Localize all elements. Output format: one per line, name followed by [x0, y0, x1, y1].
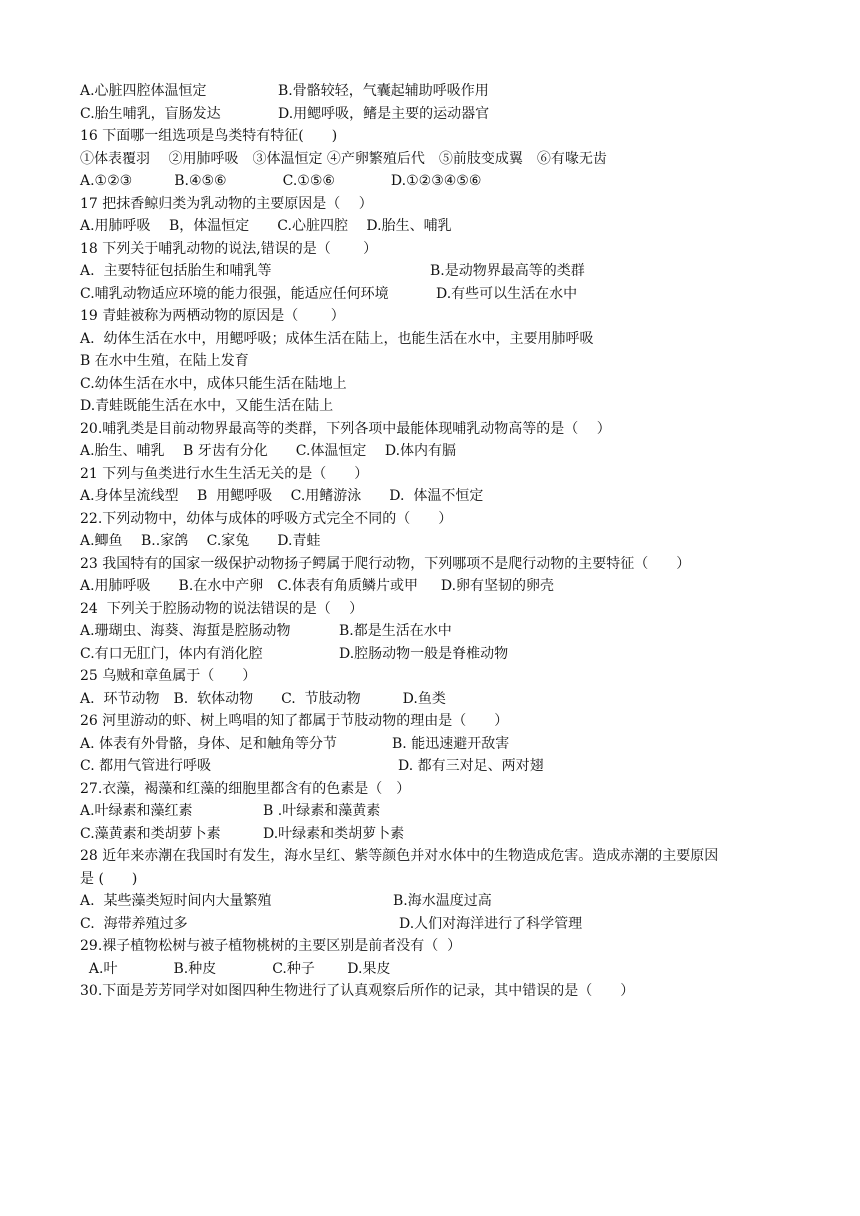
- question-line: 24 下列关于腔肠动物的说法错误的是（ ）: [80, 600, 364, 617]
- question-line: A.身体呈流线型 B 用鳃呼吸 C.用鳍游泳 D. 体温不恒定: [80, 488, 484, 504]
- question-line: 16 下面哪一组选项是鸟类特有特征( ): [80, 128, 338, 144]
- option-left: C. 都用气管进行呼吸: [80, 758, 212, 774]
- option-left: C.胎生哺乳，盲肠发达: [80, 105, 221, 122]
- option-right: B.海水温度过高: [393, 893, 492, 909]
- question-line: 26 河里游动的虾、树上鸣唱的知了都属于节肢动物的理由是（ ）: [80, 713, 509, 729]
- option-right: D.腔肠动物一般是脊椎动物: [339, 645, 509, 662]
- option-left: C.哺乳动物适应环境的能力很强，能适应任何环境: [80, 285, 389, 302]
- option-row: [80, 890, 800, 913]
- option-left: C. 海带养殖过多: [80, 915, 188, 932]
- question-line: 21 下列与鱼类进行水生生活无关的是（ ）: [80, 465, 369, 482]
- question-line: D.青蛙既能生活在水中，又能生活在陆上: [80, 398, 334, 414]
- question-line: 22.下列动物中，幼体与成体的呼吸方式完全不同的（ ）: [80, 510, 453, 527]
- option-row: [80, 733, 800, 756]
- option-right: B .叶绿素和藻黄素: [263, 803, 381, 819]
- option-row: [80, 80, 800, 103]
- option-row: [80, 260, 800, 283]
- option-left: A.叶绿素和藻红素: [80, 803, 193, 819]
- question-line: 是 ( ): [80, 870, 138, 887]
- question-line: A.胎生、哺乳 B 牙齿有分化 C.体温恒定 D.体内有膈: [80, 443, 457, 459]
- question-line: B 在水中生殖，在陆上发育: [80, 353, 249, 369]
- question-line: C.幼体生活在水中，成体只能生活在陆地上: [80, 375, 347, 392]
- option-row: [80, 283, 800, 306]
- question-line: 28 近年来赤潮在我国时有发生，海水呈红、紫等颜色并对水体中的生物造成危害。造成赤潮的主要原因: [80, 848, 719, 864]
- question-line: 30.下面是芳芳同学对如图四种生物进行了认真观察后所作的记录，其中错误的是（ ）: [80, 983, 635, 999]
- question-line: A.鲫鱼 B..家鸽 C.家兔 D.青蛙: [80, 533, 321, 549]
- question-line: A.叶 B.种皮 C.种子 D.果皮: [80, 960, 391, 977]
- option-left: C.有口无肛门，体内有消化腔: [80, 645, 263, 662]
- question-line: A.①②③ B.④⑤⑥ C.①⑤⑥ D.①②③④⑤⑥: [80, 173, 482, 189]
- option-right: B.都是生活在水中: [339, 623, 452, 639]
- option-right: D.有些可以生活在水中: [436, 285, 578, 302]
- question-line: A. 幼体生活在水中，用鳃呼吸；成体生活在陆上，也能生活在水中，主要用肺呼吸: [80, 330, 594, 347]
- option-right: B.是动物界最高等的类群: [430, 263, 585, 279]
- option-right: D.叶绿素和类胡萝卜素: [263, 825, 405, 842]
- option-right: D. 都有三对足、两对翅: [398, 758, 544, 774]
- question-line: 27.衣藻，褐藻和红藻的细胞里都含有的色素是（ ）: [80, 780, 411, 797]
- question-line: ①体表覆羽 ②用肺呼吸 ③体温恒定 ④产卵繁殖后代 ⑤前肢变成翼 ⑥有喙无齿: [80, 150, 607, 167]
- question-line: 20.哺乳类是目前动物界最高等的类群，下列各项中最能体现哺乳动物高等的是（ ）: [80, 420, 611, 437]
- option-left: A. 某些藻类短时间内大量繁殖: [80, 893, 272, 909]
- question-page: [80, 80, 800, 1003]
- question-line: 17 把抹香鲸归类为乳动物的主要原因是（ ）: [80, 195, 373, 212]
- question-line: 25 乌贼和章鱼属于（ ）: [80, 668, 257, 684]
- question-line: A.用肺呼吸 B，体温恒定 C.心脏四腔 D.胎生、哺乳: [80, 218, 452, 234]
- option-row: [80, 103, 800, 126]
- question-line: 19 青蛙被称为两栖动物的原因是（ ）: [80, 308, 345, 324]
- option-right: D.人们对海洋进行了科学管理: [399, 915, 583, 932]
- question-line: 29.裸子植物松树与被子植物桃树的主要区别是前者没有（ ）: [80, 938, 462, 954]
- question-line: A.用肺呼吸 B.在水中产卵 C.体表有角质鳞片或甲 D.卵有坚韧的卵壳: [80, 578, 555, 594]
- option-right: B.骨骼较轻，气囊起辅助呼吸作用: [278, 83, 489, 99]
- option-left: A. 体表有外骨骼，身体、足和触角等分节: [80, 735, 338, 752]
- option-left: C.藻黄素和类胡萝卜素: [80, 825, 221, 842]
- option-left: A. 主要特征包括胎生和哺乳等: [80, 263, 272, 279]
- option-right: B. 能迅速避开敌害: [392, 735, 510, 752]
- option-row: [80, 800, 800, 823]
- option-row: [80, 913, 800, 936]
- option-row: [80, 823, 800, 846]
- option-left: A.珊瑚虫、海葵、海蜇是腔肠动物: [80, 623, 291, 639]
- question-line: 23 我国特有的国家一级保护动物扬子鳄属于爬行动物，下列哪项不是爬行动物的主要特征（ ）: [80, 555, 691, 572]
- option-row: [80, 620, 800, 643]
- option-right: D.用鳃呼吸，鳍是主要的运动器官: [278, 105, 490, 122]
- option-row: [80, 643, 800, 666]
- question-line: 18 下列关于哺乳动物的说法,错误的是（ ）: [80, 240, 378, 257]
- question-line: A. 环节动物 B. 软体动物 C. 节肢动物 D.鱼类: [80, 690, 446, 707]
- option-left: A.心脏四腔体温恒定: [80, 83, 207, 99]
- option-row: [80, 755, 800, 778]
